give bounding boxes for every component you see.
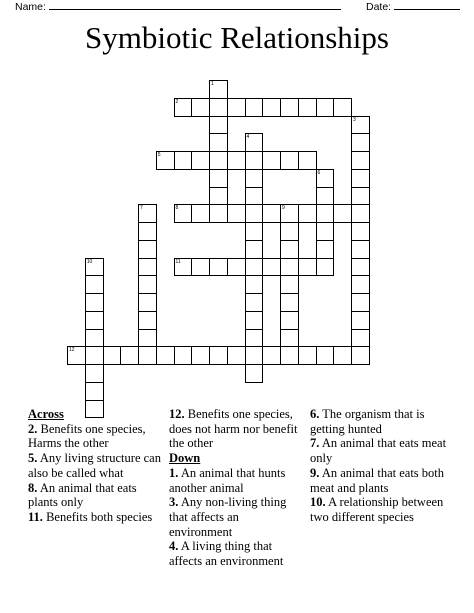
clue-number-1: 1	[211, 81, 214, 87]
clue-across-2: 2. Benefits one species, Harms the other	[28, 421, 146, 451]
grid-cell[interactable]	[351, 293, 370, 312]
grid-cell[interactable]	[351, 258, 370, 277]
grid-cell[interactable]	[280, 258, 299, 277]
grid-cell[interactable]	[209, 187, 228, 206]
grid-cell[interactable]	[85, 346, 104, 365]
grid-cell[interactable]	[227, 98, 246, 117]
grid-cell[interactable]	[351, 133, 370, 152]
grid-cell[interactable]	[191, 204, 210, 223]
grid-cell[interactable]	[209, 346, 228, 365]
grid-cell[interactable]	[298, 346, 317, 365]
grid-cell[interactable]	[138, 346, 157, 365]
clue-number-4: 4	[246, 134, 250, 141]
clue-down-1: 1. An animal that hunts another animal	[169, 465, 286, 495]
grid-cell[interactable]	[333, 346, 352, 365]
grid-cell[interactable]	[298, 204, 317, 223]
clue-across-5: 5. Any living structure can also be called what	[28, 451, 161, 480]
grid-cell[interactable]	[138, 311, 157, 330]
grid-cell[interactable]	[85, 293, 104, 312]
grid-cell[interactable]	[138, 293, 157, 312]
grid-cell[interactable]	[351, 187, 370, 206]
grid-cell[interactable]	[245, 329, 264, 348]
grid-cell[interactable]	[262, 204, 281, 223]
grid-cell[interactable]	[85, 364, 104, 383]
grid-cell[interactable]	[280, 311, 299, 330]
across-heading: Across	[28, 407, 64, 421]
grid-cell[interactable]	[262, 258, 281, 277]
clue-number-6: 6	[317, 169, 321, 176]
grid-cell[interactable]	[227, 258, 246, 277]
grid-cell[interactable]	[280, 275, 299, 294]
grid-cell[interactable]	[138, 240, 157, 259]
date-label: Date:	[366, 1, 392, 13]
grid-cell[interactable]	[298, 98, 317, 117]
grid-cell[interactable]	[138, 258, 157, 277]
grid-cell[interactable]	[85, 382, 104, 401]
grid-cell[interactable]	[174, 346, 193, 365]
grid-cell[interactable]	[103, 346, 122, 365]
clue-number-12: 12	[69, 347, 75, 354]
grid-cell[interactable]	[209, 116, 228, 135]
grid-cell[interactable]	[245, 258, 264, 277]
grid-cell[interactable]	[351, 346, 370, 365]
grid-cell[interactable]	[138, 222, 157, 241]
grid-cell[interactable]	[351, 240, 370, 259]
grid-cell[interactable]	[316, 222, 335, 241]
grid-cell[interactable]	[333, 98, 352, 117]
page-title: Symbiotic Relationships	[85, 20, 389, 55]
clue-number-8: 8	[175, 205, 179, 212]
grid-cell[interactable]	[351, 204, 370, 223]
grid-cell[interactable]	[351, 222, 370, 241]
grid-cell[interactable]	[245, 275, 264, 294]
grid-cell[interactable]	[262, 98, 281, 117]
grid-cell[interactable]	[245, 222, 264, 241]
grid-cell[interactable]	[245, 311, 264, 330]
grid-cell[interactable]	[138, 275, 157, 294]
grid-cell[interactable]	[316, 346, 335, 365]
clue-down-3: 3. Any non-living thing that affects an environment	[169, 495, 287, 539]
clue-column-1	[28, 407, 165, 525]
grid-cell[interactable]	[245, 240, 264, 259]
grid-cell[interactable]	[351, 311, 370, 330]
clue-across-8: 8. An animal that eats plants only	[28, 480, 137, 510]
grid-cell[interactable]	[316, 240, 335, 259]
grid-cell[interactable]	[245, 346, 264, 365]
grid-cell[interactable]	[191, 346, 210, 365]
grid-cell[interactable]	[245, 187, 264, 206]
grid-cell[interactable]	[280, 346, 299, 365]
clue-number-3: 3	[353, 116, 356, 123]
clue-down-4: 4. A living thing that affects an environment	[169, 539, 284, 569]
grid-cell[interactable]	[245, 204, 264, 223]
clue-number-11: 11	[175, 258, 181, 265]
grid-cell[interactable]	[209, 98, 228, 117]
clue-across-11: 11. Benefits both species	[28, 509, 153, 524]
clue-down-9: 9. An animal that eats both meat and plants	[310, 465, 445, 495]
clue-down-6: 6. The organism that is getting hunted	[310, 407, 425, 436]
grid-cell[interactable]	[191, 258, 210, 277]
grid-cell[interactable]	[227, 151, 246, 170]
clue-across-12: 12. Benefits one species, does not harm nor benefit the other	[169, 407, 298, 451]
down-heading: Down	[169, 451, 201, 466]
grid-cell[interactable]	[351, 329, 370, 348]
grid-cell[interactable]	[316, 187, 335, 206]
grid-cell[interactable]	[85, 311, 104, 330]
grid-cell[interactable]	[245, 293, 264, 312]
grid-cell[interactable]	[280, 240, 299, 259]
grid-cell[interactable]	[280, 151, 299, 170]
grid-cell[interactable]	[262, 346, 281, 365]
grid-cell[interactable]	[298, 151, 317, 170]
grid-cell[interactable]	[262, 151, 281, 170]
grid-cell[interactable]	[280, 222, 299, 241]
grid-cell[interactable]	[298, 258, 317, 277]
grid-cell[interactable]	[316, 258, 335, 277]
grid-cell[interactable]	[351, 275, 370, 294]
grid-cell[interactable]	[156, 346, 175, 365]
clue-column-2	[169, 407, 302, 569]
grid-cell[interactable]	[85, 329, 104, 348]
grid-cell[interactable]	[227, 346, 246, 365]
clue-down-7: 7. An animal that eats meat only	[310, 436, 447, 466]
grid-cell[interactable]	[351, 151, 370, 170]
grid-cell[interactable]	[209, 258, 228, 277]
grid-cell[interactable]	[209, 204, 228, 223]
grid-cell[interactable]	[245, 364, 264, 383]
grid-cell[interactable]	[280, 293, 299, 312]
grid-cell[interactable]	[333, 204, 352, 223]
grid-cell[interactable]	[191, 151, 210, 170]
grid-cell[interactable]	[209, 133, 228, 152]
clue-down-10: 10. A relationship between two different species	[310, 495, 444, 524]
clue-number-2: 2	[175, 98, 179, 105]
grid-cell[interactable]	[280, 98, 299, 117]
grid-cell[interactable]	[351, 169, 370, 188]
clue-number-9: 9	[282, 205, 285, 212]
grid-cell[interactable]	[245, 151, 264, 170]
grid-cell[interactable]	[245, 169, 264, 188]
grid-cell[interactable]	[316, 204, 335, 223]
clue-column-3	[310, 407, 460, 525]
grid-cell[interactable]	[209, 151, 228, 170]
grid-cell[interactable]	[174, 151, 193, 170]
grid-cell[interactable]	[138, 329, 157, 348]
grid-cell[interactable]	[280, 329, 299, 348]
clue-number-7: 7	[140, 205, 143, 212]
grid-cell[interactable]	[191, 98, 210, 117]
grid-cell[interactable]	[120, 346, 139, 365]
clue-number-5: 5	[157, 152, 161, 158]
grid-cell[interactable]	[316, 98, 335, 117]
name-label: Name:	[15, 1, 46, 13]
grid-cell[interactable]	[245, 98, 264, 117]
grid-cell[interactable]	[209, 169, 228, 188]
grid-cell[interactable]	[227, 204, 246, 223]
grid-cell[interactable]	[85, 275, 104, 294]
clue-number-10: 10	[86, 258, 93, 265]
